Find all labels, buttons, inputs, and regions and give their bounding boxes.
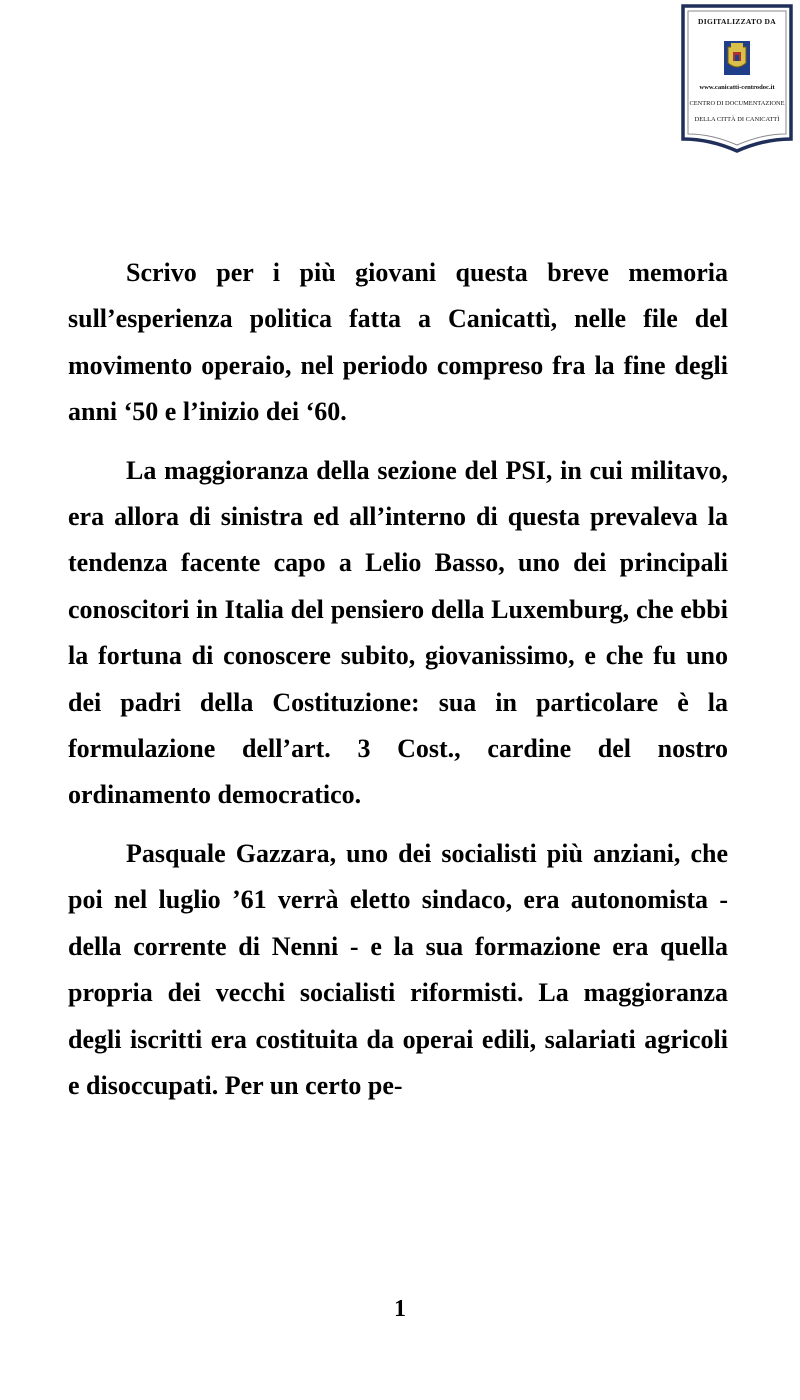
- digitization-stamp: [680, 3, 794, 153]
- paragraph-psi-section: La maggioranza della sezione del PSI, in cui militavo, era allora di sinistra ed all’interno di questa prevaleva la tendenza facente capo a Lelio Basso, uno dei principali conoscitori in Italia del pensiero della Luxemburg, che ebbi la fortuna di conoscere subito, giovanissimo, e che fu uno dei padri della Costituzione: sua in particolare è la formulazione dell’art. 3 Cost., cardine del nostro ordinamento democratico.: [68, 455, 728, 810]
- stamp-center-line2: DELLA CITTÀ DI CANICATTÌ: [694, 116, 780, 123]
- stamp-center-line1: CENTRO DI DOCUMENTAZIONE: [689, 100, 785, 107]
- paragraph-gazzara: Pasquale Gazzara, uno dei socialisti più anziani, che poi nel luglio ’61 verrà eletto sindaco, era autonomista - della corrente di Nenni - e la sua formazione era quella propria dei vecchi socialisti riformisti. La maggioranza degli iscritti era costituita da operai edili, salariati agricoli e disoccupati. Per un certo pe-: [68, 838, 728, 1100]
- memoir-body: [68, 250, 728, 1121]
- stamp-header: DIGITALIZZATO DA: [698, 17, 776, 26]
- paragraph-intro: Scrivo per i più giovani questa breve memoria sull’esperienza politica fatta a Canicattì, nelle file del movimento operaio, nel periodo compreso fra la fine degli anni ‘50 e l’inizio dei ‘60.: [68, 258, 728, 427]
- stamp-url: www.canicatti-centrodoc.it: [699, 84, 775, 91]
- page-number: 1: [394, 1296, 406, 1322]
